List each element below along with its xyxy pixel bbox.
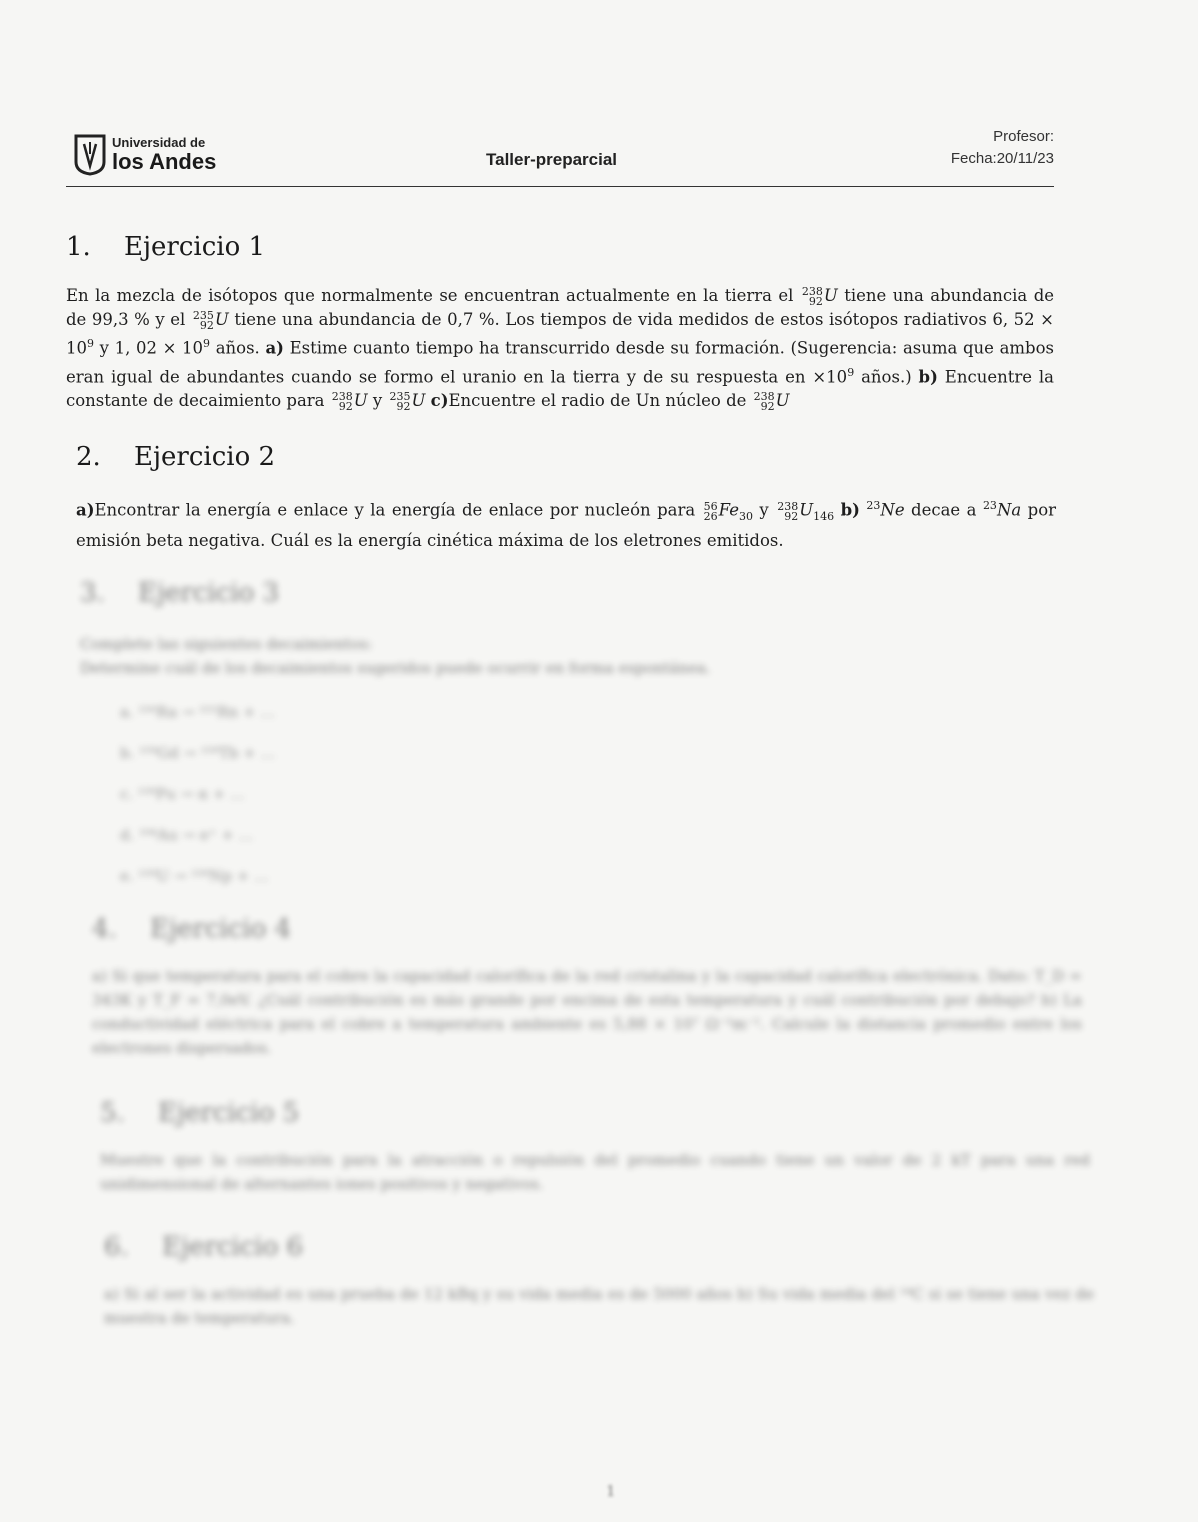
part-a-label: a) <box>76 500 95 520</box>
ex2-text-3: decae a <box>911 500 977 520</box>
section-5-number: 5. <box>100 1098 125 1128</box>
page-header <box>66 118 1054 190</box>
date-value: 20/11/23 <box>996 149 1054 167</box>
ex1-text-5: años. <box>215 338 260 358</box>
exercise-4-text: a) Si que temperatura para el cobre la capacidad calorífica de la red cristalina y la capacidad calorífica electrónica. Dato: T_D = 343K y T_F = 7,0eV. ¿Cuál contribución es más grande por encima de esta temperatura y cuál contribución por debajo? b) La conductividad eléctrica para el cobre a temperatura ambiente es 5,88 × 10⁷ Ω⁻¹m⁻¹. Calcule la distancia promedio entre los electrones dispersados. <box>92 967 1082 1057</box>
symbol-u: U <box>353 391 368 410</box>
symbol-ne: Ne <box>880 500 905 520</box>
part-a-label: a) <box>265 338 284 358</box>
decay-list <box>120 692 1060 897</box>
iso-mass: 238 <box>331 390 353 403</box>
isotope-u238 <box>332 392 353 412</box>
page-number: 1 <box>606 1482 616 1500</box>
symbol-u: U <box>214 310 229 329</box>
part-b-label: b) <box>918 367 938 386</box>
ex3-text-2: Determine cuál de los decaimientos sugeridos puede ocurrir en forma espontánea. <box>80 659 711 677</box>
symbol-u: U <box>799 500 814 520</box>
iso-mass: 235 <box>192 309 214 322</box>
section-2 <box>76 442 1056 553</box>
ex2-text-2: y <box>759 500 769 520</box>
university-logo <box>72 132 216 176</box>
section-1-number: 1. <box>66 232 91 262</box>
part-c-label: c) <box>430 391 449 410</box>
ex1-text-9: y <box>372 391 383 410</box>
document-title: Taller-preparcial <box>486 150 618 169</box>
isotope-u235 <box>193 311 214 331</box>
section-1 <box>66 232 1054 413</box>
section-3-heading <box>80 578 1060 608</box>
date-line <box>951 148 1054 170</box>
exercise-2-text <box>76 494 1056 553</box>
section-3-title: Ejercicio 3 <box>138 578 280 608</box>
symbol-u: U <box>823 286 838 305</box>
isotope-fe56 <box>703 499 718 523</box>
iso-z: 92 <box>338 400 353 413</box>
list-item: c. ²³⁹Pu → α + ... <box>120 785 245 803</box>
isotope-u238 <box>777 499 799 523</box>
section-6 <box>104 1232 1094 1330</box>
section-5 <box>100 1098 1090 1196</box>
iso-z: 92 <box>396 400 411 413</box>
section-1-title: Ejercicio 1 <box>124 232 266 262</box>
symbol-u: U <box>411 391 426 410</box>
iso-mass: 238 <box>801 285 823 298</box>
section-5-title: Ejercicio 5 <box>158 1098 300 1128</box>
section-1-heading <box>66 232 1054 262</box>
ex1-text-4: y 1, 02 × 10 <box>99 338 204 358</box>
iso-mass: 235 <box>389 390 411 403</box>
list-item: a. ²²⁶Ra → ²²²Rn + ... <box>120 703 275 721</box>
exponent: 9 <box>87 337 94 350</box>
symbol-fe: Fe <box>718 500 739 520</box>
header-divider <box>66 186 1054 187</box>
na-mass: 23 <box>982 499 997 512</box>
ex2-text-1: Encontrar la energía e enlace y la energía de enlace por nucleón para <box>94 500 696 520</box>
section-2-heading <box>76 442 1056 472</box>
ne-mass: 23 <box>866 499 881 512</box>
section-2-title: Ejercicio 2 <box>134 442 276 472</box>
section-6-title: Ejercicio 6 <box>162 1232 304 1262</box>
section-4 <box>92 914 1082 1060</box>
ex1-text-8: Encuentre la constante de decaimiento para <box>66 367 1054 410</box>
section-5-heading <box>100 1098 1090 1128</box>
section-2-number: 2. <box>76 442 101 472</box>
ex1-text-10: Encuentre el radio de Un núcleo de <box>448 391 747 410</box>
iso-mass: 56 <box>703 499 718 513</box>
exercise-5-text: Muestre que la contribución para la atracción o repulsión del promedio cuando tiene un valor de 2 kT para una red unidimensional de alternantes iones positivos y negativos. <box>100 1151 1090 1193</box>
ex1-text-1: En la mezcla de isótopos que normalmente se encuentran actualmente en la tierra el <box>66 286 794 305</box>
ex3-text-1: Complete las siguientes decaimientos: <box>80 635 373 653</box>
list-item: e. ²³⁹U → ²³⁹Np + ... <box>120 867 269 885</box>
iso-z: 92 <box>808 295 823 308</box>
iso-mass: 238 <box>777 499 799 513</box>
section-6-number: 6. <box>104 1232 129 1262</box>
section-3-number: 3. <box>80 578 105 608</box>
date-label: Fecha: <box>950 149 997 167</box>
symbol-na: Na <box>996 500 1022 520</box>
professor-label: Profesor: <box>993 128 1054 145</box>
iso-z: 92 <box>784 509 799 523</box>
iso-z: 26 <box>703 509 718 523</box>
isotope-u238 <box>754 392 775 412</box>
university-shield-icon <box>72 132 108 176</box>
ex1-text-6: Estime cuanto tiempo ha transcurrido desde su formación. (Sugerencia: asuma que ambos eran igual de abundantes cuando se formo el uranio en la tierra y de su respuesta en ×10 <box>66 338 1055 386</box>
neutron-count: 30 <box>738 509 753 523</box>
symbol-u: U <box>775 391 790 410</box>
section-4-title: Ejercicio 4 <box>150 914 292 944</box>
neutron-count: 146 <box>813 509 835 523</box>
logo-line-1: Universidad de <box>112 134 206 150</box>
ex2-text-4: por emisión beta negativa. Cuál es la energía cinética máxima de los eletrones emitidos. <box>76 500 1057 550</box>
iso-mass: 238 <box>753 390 775 403</box>
exponent: 9 <box>203 337 211 350</box>
iso-z: 92 <box>760 400 775 413</box>
header-meta <box>951 126 1054 170</box>
section-3 <box>80 578 1060 897</box>
logo-line-2: los Andes <box>112 148 217 174</box>
isotope-u235 <box>390 392 411 412</box>
isotope-u238 <box>802 287 823 307</box>
exercise-6-text: a) Si al ser la actividad es una prueba de 12 kBq y su vida media es de 5000 años b) Su vida media del ¹⁴C si se tiene una vez de muestra de temperatura. <box>104 1285 1094 1327</box>
part-b-label: b) <box>840 500 860 520</box>
exercise-3-text <box>80 632 1060 680</box>
section-4-number: 4. <box>92 914 117 944</box>
section-4-heading <box>92 914 1082 944</box>
ex1-text-7: años.) <box>861 367 912 386</box>
iso-z: 92 <box>199 319 214 332</box>
ex1-text-2: tiene una abundancia de de 99,3 % y el <box>66 286 1055 329</box>
ex1-text-3: tiene una abundancia de 0,7 %. Los tiempos de vida medidos de estos isótopos radiativos 6, 52 × 10 <box>66 310 1055 358</box>
list-item: d. ¹⁹⁴Au → e⁺ + ... <box>120 826 253 844</box>
exercise-1-text <box>66 284 1054 413</box>
exponent: 9 <box>847 365 855 379</box>
section-6-heading <box>104 1232 1094 1262</box>
list-item: b. ¹⁵⁹Gd → ¹⁵⁹Tb + ... <box>120 744 275 762</box>
